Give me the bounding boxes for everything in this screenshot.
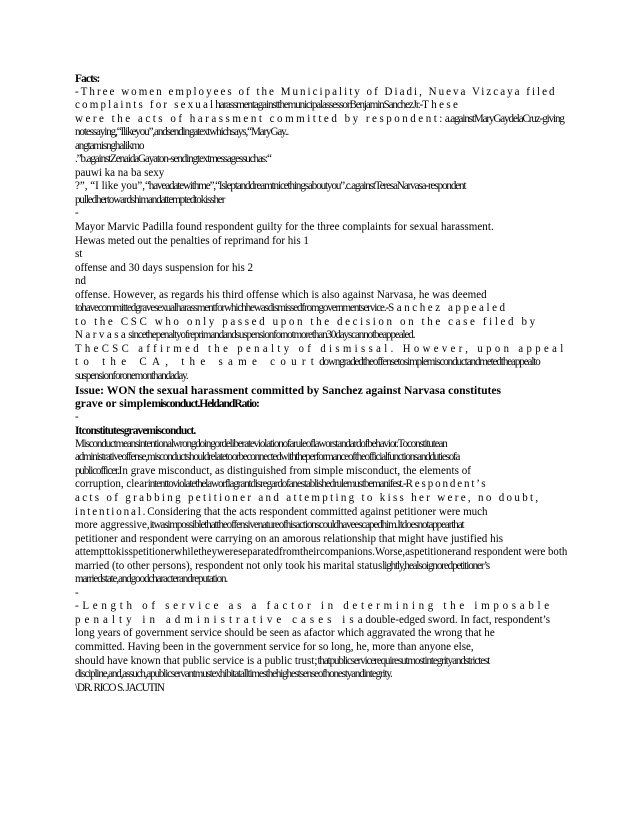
text-line: angtamisnghalikmo [75,139,144,152]
text-line: TheCSC affirmed the penalty of dismissal. However, upon appeal [75,342,567,355]
document-page [75,72,575,695]
text-line: pauwi ka na ba sexy [75,166,165,179]
text-line: st [75,248,83,261]
text-line: should have known that public service is a public trust;thatpublicservicerequiresutmostintegrityandstrictest [75,654,490,667]
text-line: more aggressive,itwasimpossiblethattheoffensivenatureofhisactionscouldhaveescapedhim.Itdoesnotappearthat [75,519,464,532]
text-line: administrativeoffense,misconductshouldrelatetoorbeconnectedwiththeperformanceoftheofficialfunctionsanddutiesofa [75,451,460,464]
text-line: Narvasasincethepenaltyofreprimandandsuspensionfornotmorethan30dayscannotbeappealed. [75,329,415,342]
text-line: publicofficer.In grave misconduct, as distinguished from simple misconduct, the elements of [75,464,471,477]
text-line: attempttokisspetitionerwhiletheywereseparatedfromtheircompanions.Worse,aspetitionerand respondent were both [75,546,568,559]
text-line: marriedstate,andgoodcharacterandreputation. [75,573,228,586]
text-line: pulledhertowardshimandattemptedtokissher [75,193,225,206]
text-line: suspensionforonemonthandaday. [75,370,188,383]
text-line: .”b.againstZenaidaGayaton-sendingtextmessagessuchas:“ [75,153,271,166]
text-line: intentional.Considering that the acts respondent committed against petitioner were much [75,505,488,518]
author-line: \DR. RICO S. JACUTIN [75,681,164,694]
text-line: corruption, clearintenttoviolatethelaworflagrantdisregardofanestablishedrulemustbemanifest.-Respondent’s [75,478,488,491]
text-line: offense. However, as regards his third offense which is also against Narvasa, he was deemed [75,288,487,301]
text-line: -Length of service as a factor in determining the imposable [75,600,553,613]
text-line: penalty in administrative cases isa double-edged sword. In fact, respondent’s [75,613,550,626]
text-line: Hewas meted out the penalties of reprimand for his 1 [75,234,309,247]
text-line: long years of government service should be seen as afactor which aggravated the wrong that he [75,627,495,640]
text-line: committed. Having been in the government service for so long, he, more than anyone else, [75,640,474,653]
text-line: were the acts of harassment committed by respondent:a.againstMaryGaydelaCruz-giving [75,112,564,125]
text-line: offense and 30 days suspension for his 2 [75,261,254,274]
text-line: - [75,207,79,220]
text-line: to the CSC who only passed upon the decision on the case filed by [75,315,538,328]
issue-heading: Issue: WON the sexual harassment committed by Sanchez against Narvasa constitutes [75,382,502,397]
text-line: nd [75,275,87,288]
held-heading: Itconstitutesgravemisconduct. [75,424,196,438]
text-line: Mayor Marvic Padilla found respondent guilty for the three complaints for sexual harassment. [75,221,494,234]
text-line: -Three women employees of the Municipality of Diadi, Nueva Vizcaya filed [75,85,557,98]
text-line: acts of grabbing petitioner and attempting to kiss her were, no doubt, [75,491,541,504]
text-line: married (to other persons), respondent not only took his marital statuslightly,healsoignoredpetitioner’s [75,559,490,572]
text-line: notessaying,“Ilikeyou”,andsendingatextwhichsays,“MaryGay.. [75,126,289,139]
facts-heading: Facts: [75,72,100,85]
text-line: discipline,and,assuch,apublicservantmustexhibitatalltimesthehighestsenseofhonestyandintegrity. [75,668,392,681]
text-line: Misconductmeansintentionalwrongdoingordeliberateviolationofaruleoflaworstandardofbehavior.Toconstitutean [75,437,447,450]
text-line: complaints for sexualharassmentagainstthemunicipalassessorBenjaminSanchezJr.-These [75,99,461,112]
text-line: - [75,586,79,599]
text-line: - [75,410,79,423]
text-line: to the CA, the same courtdowngradedtheoffensetosimplemisconductandmetedtheappealto [75,356,540,369]
issue-heading-continued: grave or simplemisconduct.HeldandRatio: [75,396,259,411]
text-line: tohavecommittedgravesexualharassmentforwhichhewasdismissedfromgovernmentservice.-Sanchez appealed [75,302,508,315]
text-line: ?”, “I like you”,“haveadatewithme”,“Isleptanddreamtnicethingsaboutyou”.c.againstTeresaNarvasa-respondent [75,180,466,193]
text-line: petitioner and respondent were carrying on an amorous relationship that might have justified his [75,532,504,545]
